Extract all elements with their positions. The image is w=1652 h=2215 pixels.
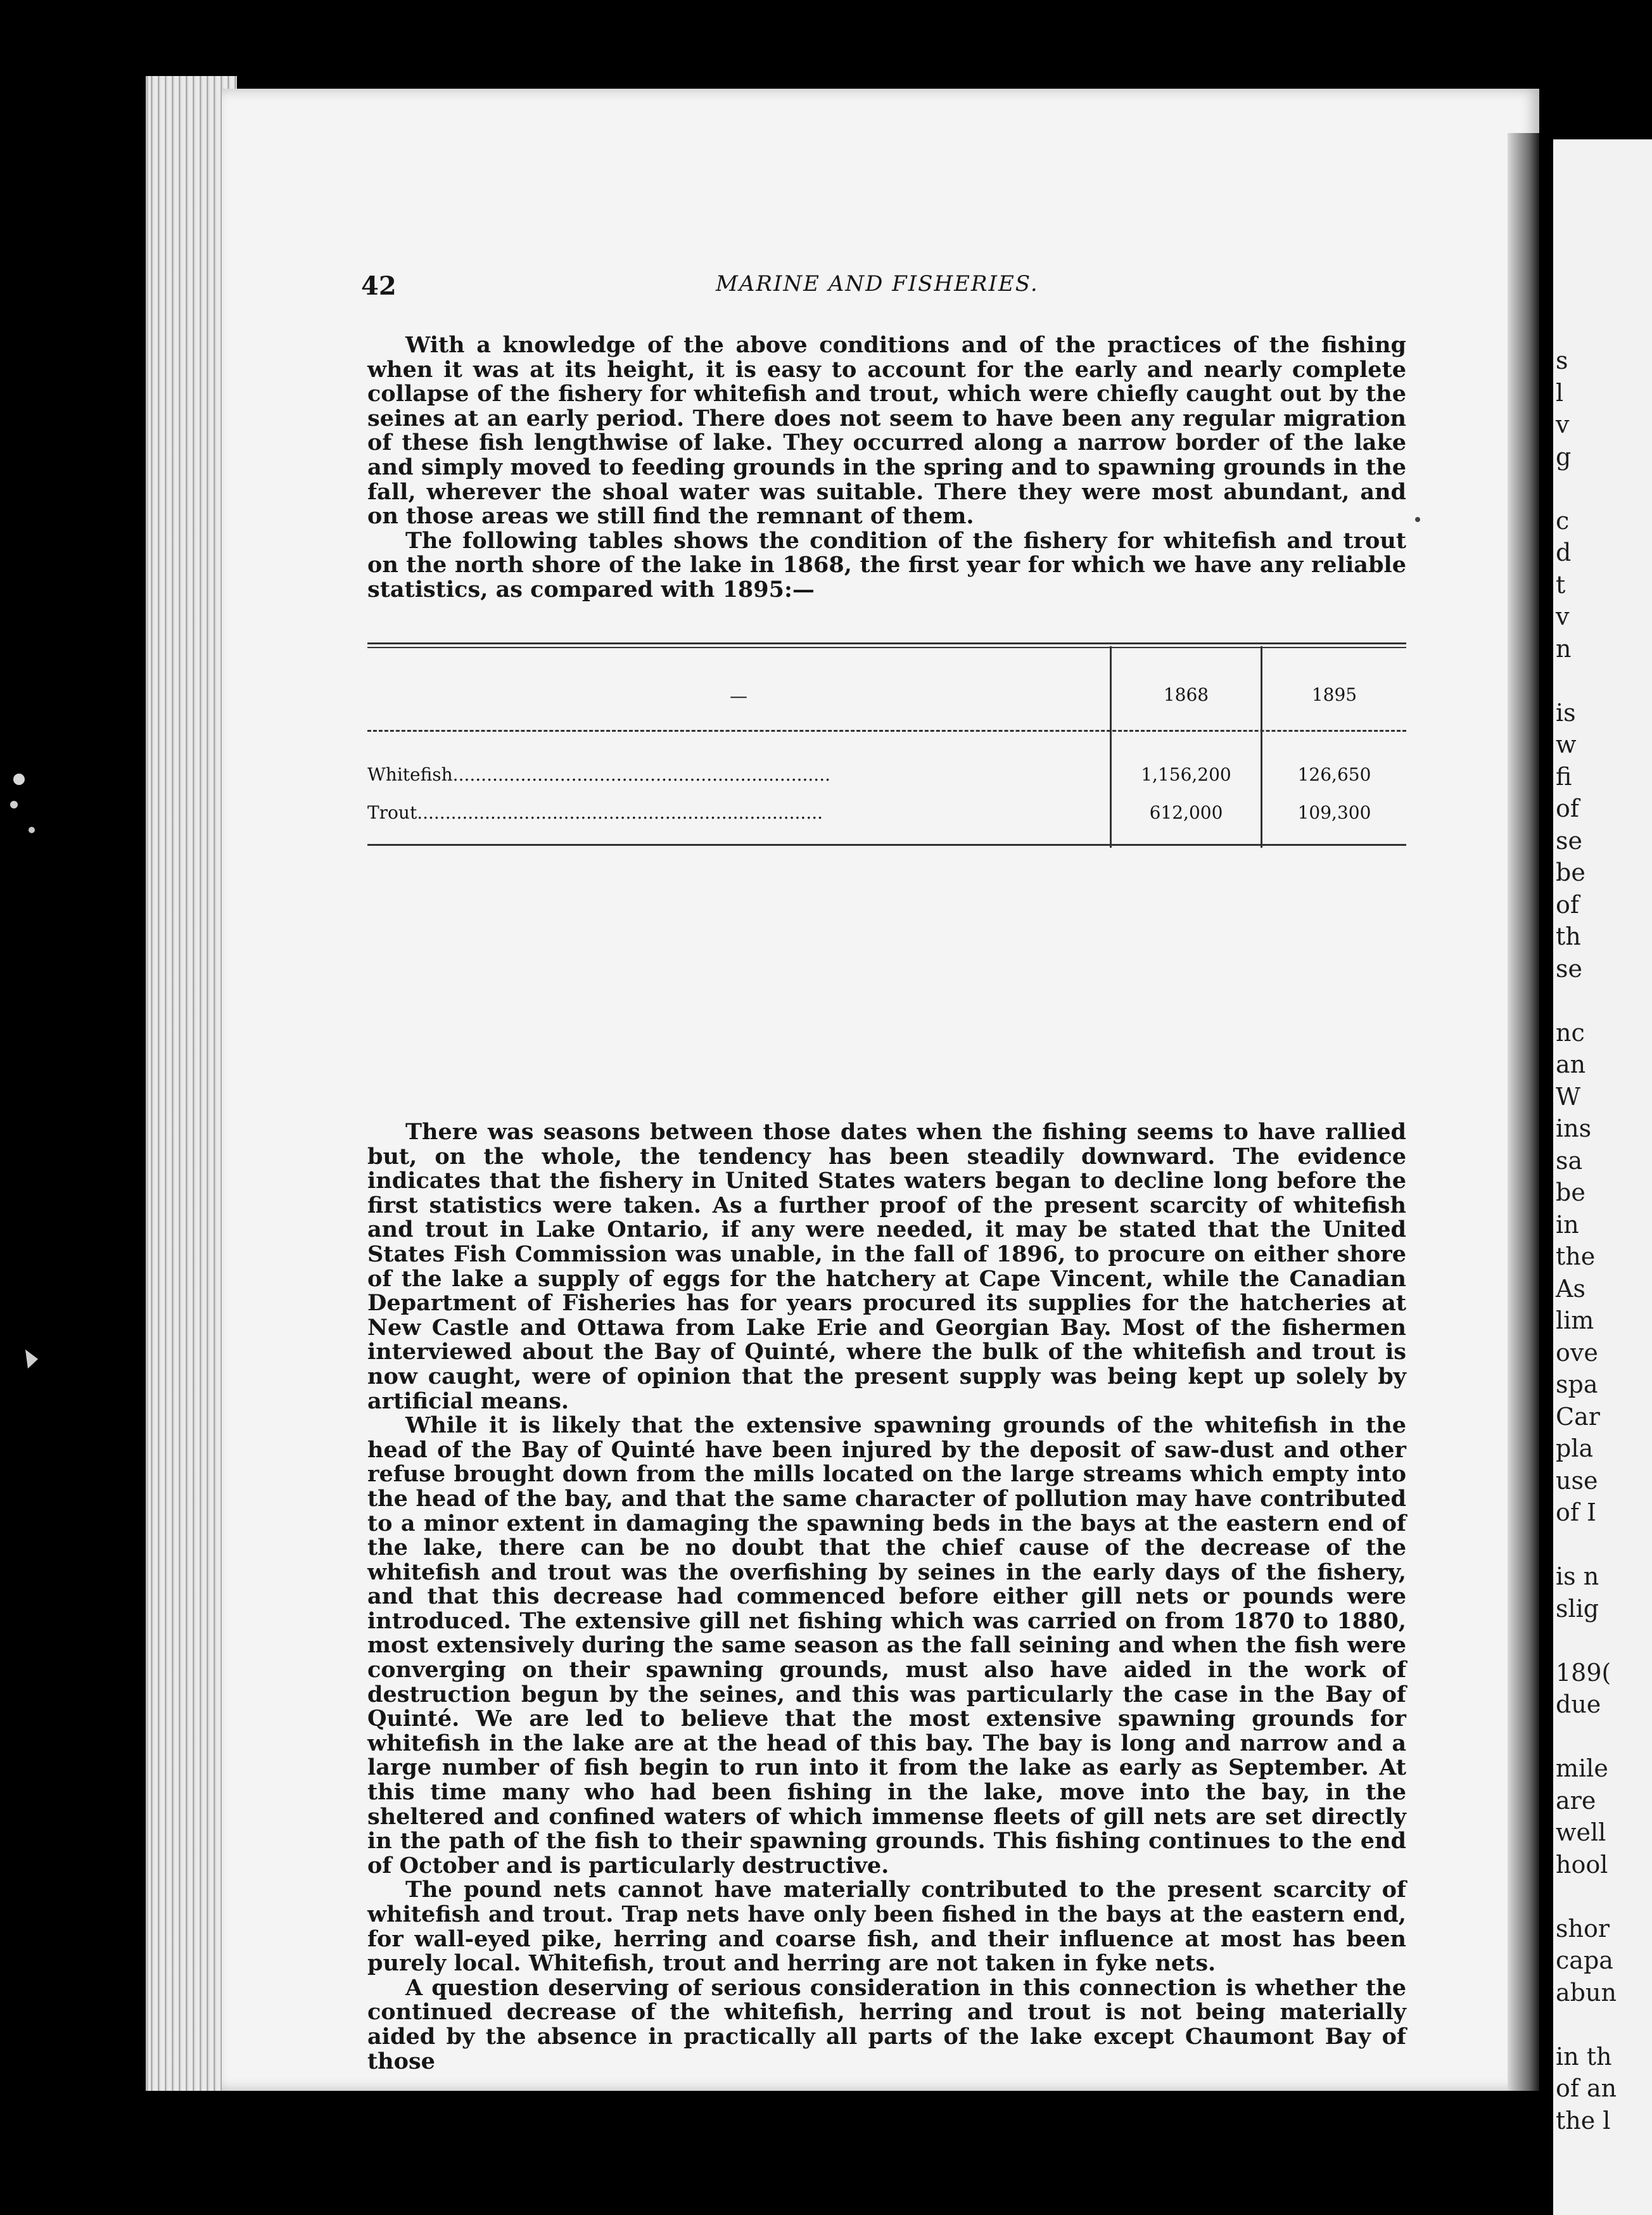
facing-page-text-fragment: due (1556, 1690, 1601, 1718)
facing-page-text-fragment: th (1556, 922, 1581, 950)
facing-page-text-fragment: capa (1556, 1946, 1613, 1974)
facing-page-text-fragment: mile (1556, 1754, 1608, 1782)
facing-page-text-fragment: As (1556, 1274, 1585, 1303)
row-label: Whitefish (367, 764, 453, 785)
facing-page-text-fragment: Car (1556, 1402, 1600, 1431)
facing-page-text-fragment: of (1556, 795, 1579, 822)
facing-page-text-fragment: of I (1556, 1498, 1597, 1526)
facing-page-text-fragment: of an (1556, 2074, 1617, 2102)
row-label: Trout (367, 802, 417, 823)
facing-page-text-fragment: hool (1556, 1850, 1608, 1879)
row-leaders: ................................................................... (452, 764, 830, 785)
facing-page-text-fragment: spa (1556, 1370, 1598, 1398)
scan-speck (29, 827, 35, 833)
page-number: 42 (361, 271, 397, 301)
facing-page-text-fragment: v (1556, 411, 1570, 438)
facing-page-text-fragment: the l (1556, 2106, 1611, 2135)
table-cell: 612,000 (1149, 802, 1223, 823)
facing-page-text-fragment: in th (1556, 2042, 1612, 2071)
table-column-header: 1895 (1311, 684, 1357, 705)
facing-page-text-fragment: the (1556, 1242, 1596, 1270)
facing-page-text-fragment: se (1556, 826, 1582, 855)
running-title: MARINE AND FISHERIES. (716, 271, 1039, 297)
paragraph: With a knowledge of the above conditions and of the practices of the fishing when it was at its height, it is easy to account for the early and nearly complete collapse of the fishery for whitefish and trout, which were chiefly caught out by the seines at an early period. There does not seem to have been any regular migration of these fish lengthwise of lake. They occurred along a narrow border of the lake and simply moved to feeding grounds in the spring and to spawning grounds in the fall, wherever the shoal water was suitable. There they were most abundant, and on those areas we still find the remnant of them. (367, 332, 1406, 530)
facing-page-text-fragment: well (1556, 1818, 1606, 1846)
facing-page-text-fragment: v (1556, 603, 1570, 630)
paragraph: The pound nets cannot have materially contributed to the present scarcity of whitefish and trout. Trap nets have only been fished in the bays at the eastern end, for wall-eyed pike, herring and coarse fish, and their influence at most has been purely local. Whitefish, trout and herring are not taken in fyke nets. (367, 1877, 1406, 1977)
facing-page-text-fragment: d (1556, 539, 1572, 566)
row-leaders: ........................................................................ (417, 802, 823, 823)
facing-page-text-fragment: l (1556, 378, 1564, 407)
facing-page-text-fragment: be (1556, 859, 1585, 886)
facing-page-text-fragment: shor (1556, 1914, 1610, 1943)
facing-page-text-fragment: nc (1556, 1018, 1585, 1047)
facing-page-text-fragment: pla (1556, 1434, 1594, 1462)
facing-page-text-fragment: are (1556, 1786, 1596, 1815)
facing-page-text-fragment: an (1556, 1050, 1586, 1078)
facing-page-text-fragment: se (1556, 954, 1582, 983)
facing-page-text-fragment: s (1556, 347, 1568, 374)
facing-page-text-fragment: of (1556, 890, 1579, 919)
facing-page-text-fragment: sa (1556, 1146, 1583, 1175)
facing-page-text-fragment: 189( (1556, 1658, 1611, 1687)
facing-page-text-fragment: ove (1556, 1338, 1598, 1367)
facing-page-text-fragment: be (1556, 1178, 1585, 1206)
paragraph: There was seasons between those dates when the fishing seems to have rallied but, on the whole, the tendency has been steadily downward. The evidence indicates that the fishery in United States waters began to decline long before the first statistics were taken. As a further proof of the present scarcity of whitefish and trout in Lake Ontario, if any were needed, it may be stated that the United States Fish Commission was unable, in the fall of 1896, to procure on either shore of the lake a supply of eggs for the hatchery at Cape Vincent, while the Canadian Department of Fisheries has for years procured its supplies for the hatcheries at New Castle and Ottawa from Lake Erie and Georgian Bay. Most of the fishermen interviewed about the Bay of Quinté, where the bulk of the whitefish and trout is now caught, were of opinion that the present supply was being kept up solely by artificial means. (367, 1119, 1406, 1414)
facing-page-text-fragment: is n (1556, 1562, 1599, 1590)
table-cell: 1,156,200 (1141, 764, 1231, 785)
scan-speck (10, 801, 18, 808)
paragraph: A question deserving of serious consideration in this connection is whether the continued decrease of the whitefish, herring and trout is not being materially aided by the absence in practically all parts of the lake except Chaumont Bay of those (367, 1974, 1406, 2074)
scan-speck (13, 774, 25, 785)
facing-page-text-fragment: abun (1556, 1978, 1617, 2007)
facing-page-text-fragment: in (1556, 1210, 1579, 1239)
table-cell: 126,650 (1297, 764, 1371, 785)
paragraph: While it is likely that the extensive spawning grounds of the whitefish in the head of the Bay of Quinté have been injured by the deposit of saw-dust and other refuse brought down from the mills located on the large streams which empty into the head of the bay, and that the same character of pollution may have contributed to a minor extent in damaging the spawning beds in the bays at the eastern end of the lake, there can be no doubt that the chief cause of the decrease of the whitefish and trout was the overfishing by seines in the early days of the fishery, and that this decrease had commenced before either gill nets or pounds were introduced. The extensive gill net fishing which was carried on from 1870 to 1880, most extensively during the same season as the fall seining and when the fish were converging on their spawning grounds, must also have aided in the work of destruction begun by the seines, and this was particularly the case in the Bay of Quinté. We are led to believe that the most extensive spawning grounds for whitefish in the lake are at the head of this bay. The bay is long and narrow and a large number of fish begin to run into it from the lake as early as September. At this time many who had been fishing in the lake, move into the bay, in the sheltered and confined waters of which immense fleets of gill nets are set directly in the path of the fish to their spawning grounds. This fishing continues to the end of October and is particularly destructive. (367, 1412, 1406, 1879)
facing-page-text-fragment: t (1556, 570, 1566, 599)
scan-speck (1415, 517, 1420, 522)
scan-speck (25, 1350, 38, 1369)
facing-page-text-fragment: w (1556, 731, 1577, 758)
facing-page-text-fragment: W (1556, 1082, 1581, 1111)
paragraph: The following tables shows the condition of the fishery for whitefish and trout on the north shore of the lake in 1868, the first year for which we have any reliable statistics, as compared with 1895:— (367, 527, 1406, 603)
facing-page-text-fragment: is (1556, 698, 1576, 727)
facing-page-text-fragment: g (1556, 442, 1572, 471)
table-header-label: — (730, 686, 747, 706)
table-cell: 109,300 (1297, 802, 1371, 823)
facing-page-text-fragment: fi (1556, 762, 1572, 791)
facing-page-text-fragment: lim (1556, 1306, 1594, 1334)
facing-page-text-fragment: use (1556, 1466, 1598, 1495)
facing-page-text-fragment: c (1556, 506, 1570, 535)
facing-page-text-fragment: slig (1556, 1594, 1599, 1623)
table-column-header: 1868 (1163, 684, 1209, 705)
facing-page-text-fragment: ins (1556, 1114, 1592, 1142)
facing-page-text-fragment: n (1556, 634, 1572, 663)
